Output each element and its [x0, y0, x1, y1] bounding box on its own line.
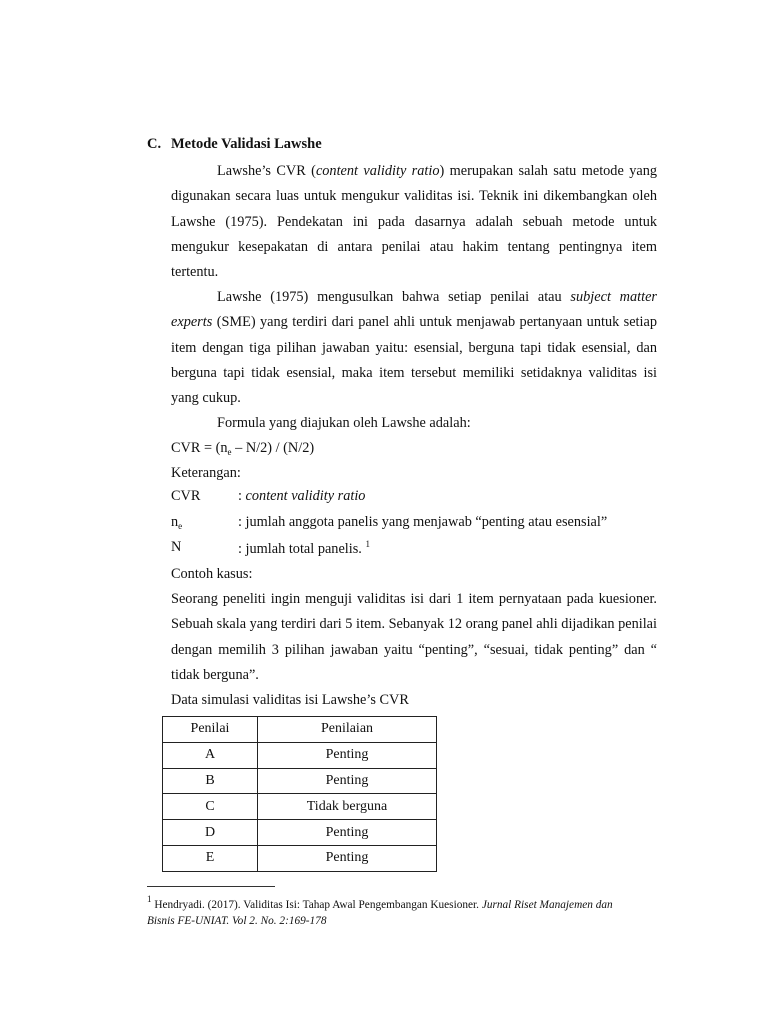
- para2-text-b: (SME) yang terdiri dari panel ahli untuk menjawab pertanyaan untuk setiap item dengan tiga pilihan jawaban yaitu: esensial, berguna tapi tidak esensial, dan berguna tapi tidak esensial, maka item tersebut memiliki setidaknya validitas isi yang cukup.: [171, 314, 657, 407]
- data-table: [162, 716, 437, 872]
- formula-text-a: CVR = (n: [171, 440, 228, 456]
- def-n-term: N: [171, 539, 182, 555]
- table-cell-penilai: B: [163, 768, 258, 794]
- footnote-divider: [147, 886, 275, 887]
- table-row: [163, 742, 437, 768]
- formula-sub: e: [227, 447, 232, 457]
- table-row: [163, 768, 437, 794]
- keterangan-label: Keterangan:: [171, 465, 241, 481]
- para1-italic: content validity ratio: [315, 163, 440, 179]
- def-ne-sub: e: [178, 521, 183, 531]
- def-cvr-italic: content validity ratio: [245, 488, 366, 504]
- formula-intro: Formula yang diajukan oleh Lawshe adalah:: [217, 415, 471, 431]
- case-text: Seorang peneliti ingin menguji validitas isi dari 1 item pernyataan pada kuesioner. Sebuah skala yang terdiri dari 5 item. Sebanyak 12 orang panel ahli dijadikan penilai dengan memilih 3 pilihan jawaban yaitu “penting”, “sesuai, tidak penting” dan “ tidak berguna”.: [171, 591, 657, 683]
- footnote: [147, 891, 617, 929]
- table-caption: Data simulasi validitas isi Lawshe’s CVR: [171, 692, 409, 708]
- para2-italic: subject matter experts: [171, 289, 657, 331]
- para1-text-b: ) merupakan salah satu metode yang digunakan secara luas untuk mengukur validitas isi. Teknik ini dikembangkan oleh Lawshe (1975). Pendekatan ini pada dasarnya adalah sebuah metode untuk mengukur kesepakatan di antara penilai atau hakim tentang pentingnya item tertentu.: [171, 163, 657, 281]
- footnote-text: Hendryadi. (2017). Validitas Isi: Tahap Awal Pengembangan Kuesioner.: [151, 899, 482, 911]
- def-n-desc: [238, 539, 370, 558]
- def-n-text: : jumlah total panelis.: [238, 541, 366, 557]
- table-cell-penilai: D: [163, 820, 258, 846]
- para1-text-a: Lawshe’s CVR (: [217, 163, 316, 179]
- footnote-mark: 1: [147, 894, 152, 904]
- table-cell-penilaian: Tidak berguna: [258, 794, 437, 820]
- section-number: C.: [147, 136, 162, 152]
- table-cell-penilai: A: [163, 742, 258, 768]
- table-cell-penilaian: Penting: [258, 742, 437, 768]
- footnote-journal: Jurnal Riset Manajemen dan Bisnis FE-UNIAT. Vol 2. No. 2:169-178: [147, 899, 613, 927]
- table-cell-penilai: E: [163, 845, 258, 871]
- table-row: [163, 820, 437, 846]
- table-cell-penilaian: Penting: [258, 820, 437, 846]
- def-ne-letter: n: [171, 514, 179, 530]
- paragraph-lawshe-cvr: [171, 159, 657, 285]
- table-header-penilai: Penilai: [163, 717, 258, 743]
- section-title: Metode Validasi Lawshe: [171, 136, 322, 152]
- table-row: [163, 794, 437, 820]
- case-paragraph: [171, 587, 657, 688]
- table-header-penilaian: Penilaian: [258, 717, 437, 743]
- table-header-row: [163, 717, 437, 743]
- table-cell-penilaian: Penting: [258, 845, 437, 871]
- table-cell-penilaian: Penting: [258, 768, 437, 794]
- def-cvr-desc: [238, 488, 365, 505]
- table-cell-penilai: C: [163, 794, 258, 820]
- contoh-label: Contoh kasus:: [171, 566, 253, 582]
- formula-text-b: – N/2) / (N/2): [231, 440, 315, 456]
- def-cvr-colon: :: [238, 488, 246, 504]
- section-heading: [147, 136, 322, 153]
- paragraph-lawshe-1975: [171, 285, 657, 411]
- def-ne-term: [171, 514, 182, 531]
- def-cvr-term: CVR: [171, 488, 201, 504]
- para2-text-a: Lawshe (1975) mengusulkan bahwa setiap penilai atau: [217, 289, 571, 305]
- table-row: [163, 845, 437, 871]
- def-ne-desc: : jumlah anggota panelis yang menjawab “penting atau esensial”: [238, 514, 608, 530]
- footnote-reference[interactable]: 1: [365, 539, 370, 549]
